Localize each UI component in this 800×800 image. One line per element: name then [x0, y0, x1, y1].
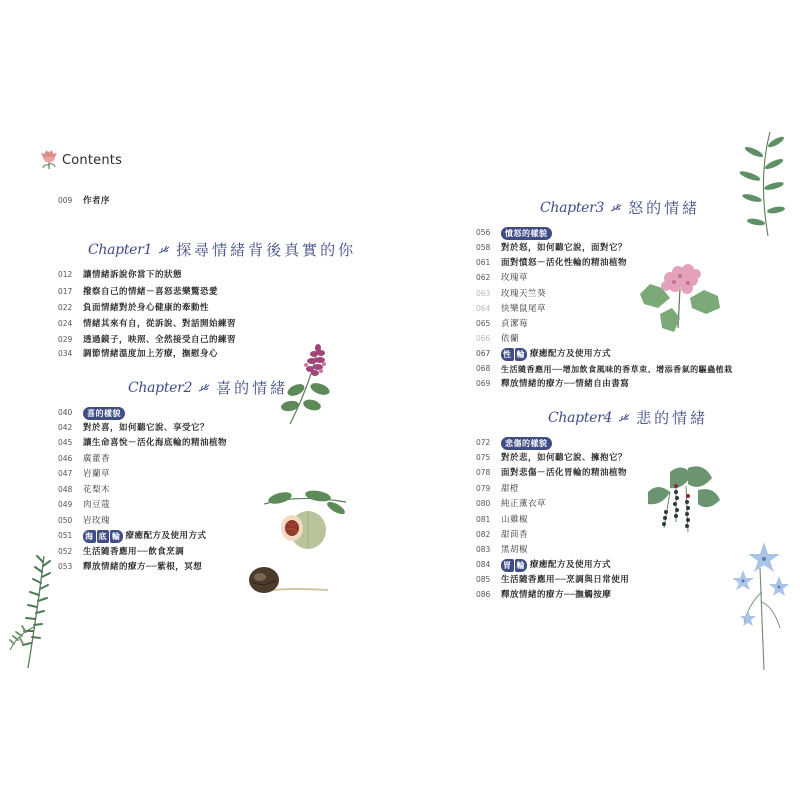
toc-entry-section-tag[interactable]: 056 憤怒的樣貌 [476, 226, 552, 240]
section-tag: 悲傷的樣貌 [501, 437, 552, 450]
chapter3-title: 怒的情緒 [628, 199, 701, 217]
toc-entry-oil[interactable]: 080 純正薰衣草 [476, 499, 547, 509]
toc-entry[interactable]: 085 生活隨香應用──烹調與日常使用 [476, 575, 630, 585]
section-tag: 喜的樣貌 [83, 407, 125, 420]
chapter2-script-label: Chapter2 [128, 379, 193, 396]
toc-entry-oil[interactable]: 065 貞潔莓 [476, 319, 529, 329]
vine-illustration [738, 128, 788, 238]
blue-flower-illustration [726, 532, 788, 672]
toc-entry-oil[interactable]: 046 廣藿香 [58, 454, 111, 464]
protea-flower-icon [40, 149, 58, 171]
toc-entry[interactable]: 012 讓情緒訴說你當下的狀態 [58, 270, 183, 280]
toc-entry[interactable]: 078 面對悲傷－活化胃輪的精油植物 [476, 468, 628, 478]
toc-entry-oil[interactable]: 050 岩玫瑰 [58, 516, 111, 526]
chapter3-heading[interactable] [540, 197, 700, 218]
toc-entry[interactable]: 034 調節情緒溫度加上芳療，撫慰身心 [58, 349, 219, 359]
toc-entry[interactable]: 022 負面情緒對於身心健康的牽動性 [58, 303, 210, 313]
toc-entry[interactable]: 029 透過鏡子，映照、全然接受自己的練習 [58, 335, 237, 345]
toc-entry-section-tag[interactable]: 072 悲傷的樣貌 [476, 436, 552, 450]
toc-entry-formula[interactable]: 067 性 輪 療癒配方及使用方式 [476, 348, 612, 359]
chakra-tag: 胃 [503, 559, 512, 570]
toc-entry-oil[interactable]: 048 花梨木 [58, 485, 111, 495]
chapter1-script-label: Chapter1 [88, 241, 153, 258]
toc-entry-oil[interactable]: 083 黑胡椒 [476, 545, 529, 555]
nutmeg-seed-illustration [240, 560, 330, 600]
toc-entry[interactable]: 045 讓生命喜悅－活化海底輪的精油植物 [58, 438, 228, 448]
chapter2-title: 喜的情緒 [216, 379, 289, 397]
toc-entry[interactable]: 075 對於悲，如何聽它說、擁抱它？ [476, 453, 628, 463]
chapter4-heading[interactable] [548, 407, 708, 428]
chapter1-title: 探尋情緒背後真實的你 [176, 241, 357, 259]
toc-entry-oil[interactable]: 047 岩蘭草 [58, 469, 111, 479]
patchouli-illustration [268, 340, 346, 426]
chakra-tag: 輪 [112, 530, 121, 541]
geranium-illustration [630, 258, 728, 340]
toc-entry-oil[interactable]: 081 山雞椒 [476, 515, 529, 525]
chapter2-heading[interactable] [128, 377, 288, 398]
toc-entry-oil[interactable]: 062 玫瑰草 [476, 273, 529, 283]
toc-entry-preface[interactable]: 009 作者序 [58, 196, 111, 206]
sprig-icon [158, 245, 170, 255]
toc-entry-oil[interactable]: 082 甜茴香 [476, 530, 529, 540]
chakra-tag: 輪 [516, 348, 525, 359]
toc-entry-section-tag[interactable]: 040 喜的樣貌 [58, 406, 125, 420]
toc-entry[interactable]: 061 面對憤怒－活化性輪的精油植物 [476, 258, 628, 268]
toc-entry-oil[interactable]: 079 甜橙 [476, 484, 520, 494]
toc-entry-oil[interactable]: 064 快樂鼠尾草 [476, 304, 547, 314]
chakra-tag: 輪 [516, 559, 525, 570]
contents-title: Contents [62, 152, 123, 168]
toc-entry-oil[interactable]: 049 肉豆蔻 [58, 500, 111, 510]
section-tag: 憤怒的樣貌 [501, 227, 552, 240]
chapter1-heading[interactable] [88, 239, 356, 260]
toc-entry-formula[interactable]: 051 海 底 輪 療癒配方及使用方式 [58, 530, 207, 541]
toc-entry[interactable]: 069 釋放情緒的療方──情緒自由書寫 [476, 379, 630, 389]
contents-header [40, 149, 122, 171]
toc-entry-oil[interactable]: 063 玫瑰天竺葵 [476, 289, 547, 299]
toc-entry[interactable]: 024 情緒其來有自，從訴說、對話開始練習 [58, 319, 237, 329]
chakra-tag: 海 [85, 530, 94, 541]
sprig-icon [618, 413, 630, 423]
nutmeg-fruit-illustration [258, 490, 350, 552]
black-pepper-illustration [640, 462, 724, 552]
toc-entry[interactable]: 053 釋放情緒的療方──紫根，冥想 [58, 562, 203, 572]
toc-entry[interactable]: 052 生活隨香應用──飲食烹調 [58, 547, 185, 557]
chakra-tag: 性 [503, 348, 512, 359]
sprig-icon [610, 203, 622, 213]
chapter3-script-label: Chapter3 [540, 199, 605, 216]
toc-entry[interactable]: 042 對於喜，如何聽它說、享受它？ [58, 423, 210, 433]
chakra-tag: 底 [98, 530, 107, 541]
sprig-icon [198, 383, 210, 393]
toc-entry[interactable]: 068 生活隨香應用──增加飲食風味的香草束、增添香氣的驅蟲植栽 [476, 364, 733, 374]
toc-entry[interactable]: 017 撥察自己的情緒－喜怒悲樂驚恐愛 [58, 287, 219, 297]
toc-entry[interactable]: 086 釋放情緒的療方──撫觸按摩 [476, 590, 612, 600]
toc-entry-oil[interactable]: 066 依蘭 [476, 334, 520, 344]
toc-entry[interactable]: 058 對於怒，如何聽它說，面對它？ [476, 243, 628, 253]
chapter4-script-label: Chapter4 [548, 409, 613, 426]
chapter4-title: 悲的情緒 [636, 409, 709, 427]
rosemary-illustration [4, 552, 64, 670]
toc-entry-formula[interactable]: 084 胃 輪 療癒配方及使用方式 [476, 559, 612, 570]
